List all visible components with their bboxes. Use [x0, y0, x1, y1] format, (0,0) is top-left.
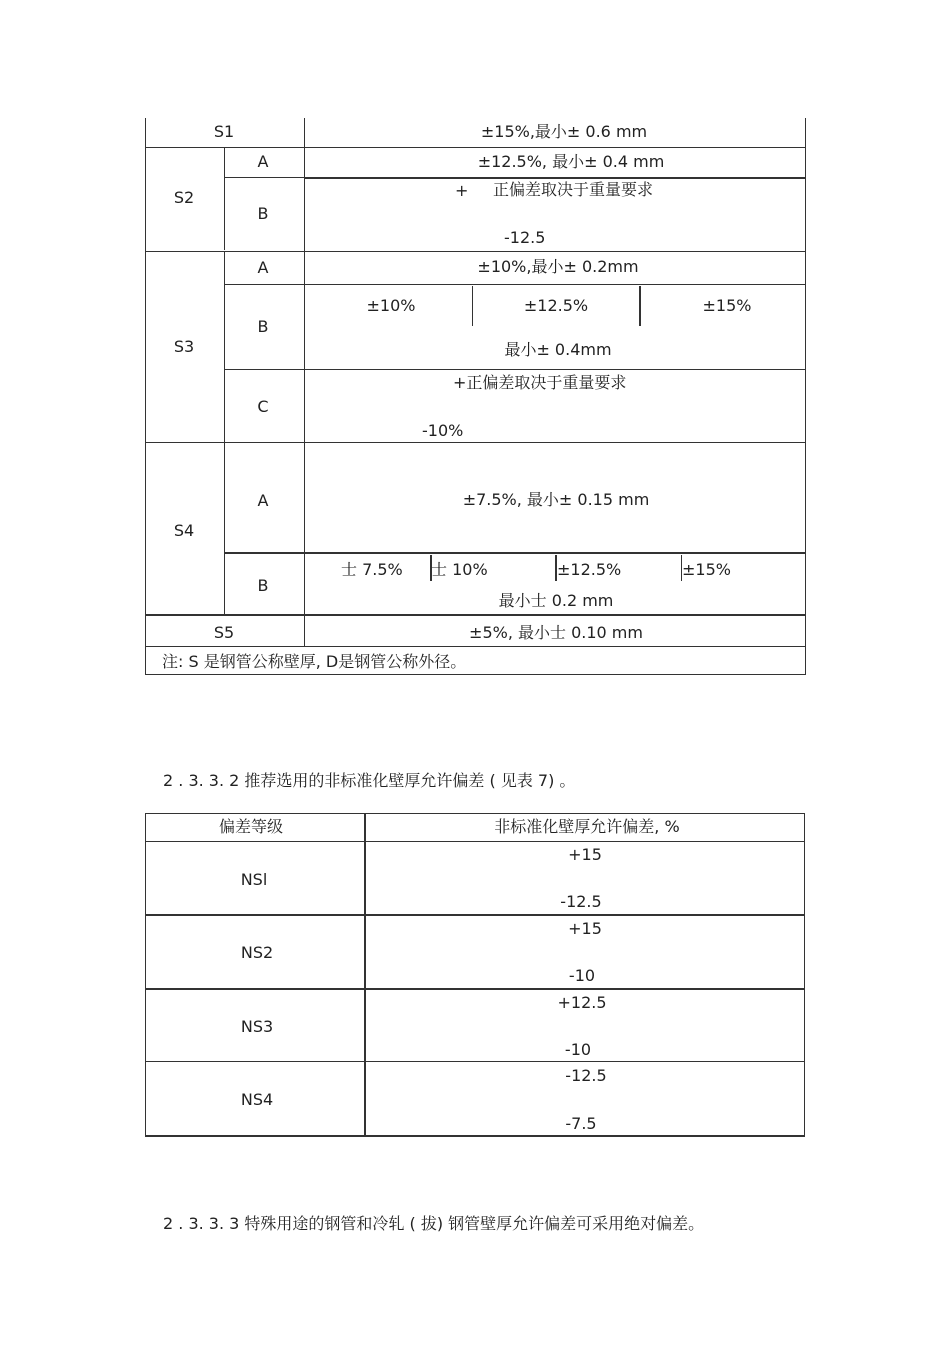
value-s3-b-1: ±10%	[366, 296, 416, 315]
value-s2-a: ±12.5%, 最小± 0.4 mm	[477, 152, 665, 171]
sub-s3-b: B	[257, 317, 269, 336]
grade-s2: S2	[173, 188, 195, 207]
table7-top-border	[145, 813, 805, 814]
grade-s4: S4	[173, 521, 195, 540]
table7-row-plus: +12.5	[557, 993, 607, 1012]
section-2-3-3-2: 2 . 3. 3. 2 推荐选用的非标准化壁厚允许偏差 ( 见表 7) 。	[163, 771, 576, 790]
value-s3-b-min: 最小± 0.4mm	[504, 340, 612, 359]
row-line-s3a-bottom	[224, 284, 805, 285]
table7-row-plus: -12.5	[565, 1066, 607, 1085]
value-s4-a: ±7.5%, 最小± 0.15 mm	[462, 490, 650, 509]
value-s5: ±5%, 最小士 0.10 mm	[469, 623, 643, 642]
value-s4-b-4: ±15%	[682, 560, 731, 579]
table7-col-divider	[364, 813, 366, 1136]
table7-row-grade: NS4	[240, 1090, 274, 1109]
s3b-divider-2	[639, 286, 641, 326]
table7-right-border	[804, 813, 805, 1136]
table7-row-minus: -7.5	[565, 1114, 597, 1133]
table6-sub-divider-s4	[224, 443, 225, 614]
s3b-divider-1	[472, 286, 473, 326]
table7-row-grade: NS3	[240, 1017, 274, 1036]
row-line-s2a-bottom	[304, 177, 806, 179]
value-s2-b-minus: -12.5	[504, 228, 546, 247]
table7-bottom-border	[145, 1135, 805, 1137]
value-s3-b-2: ±12.5%	[523, 296, 589, 315]
value-s4-b-1: 士 7.5%	[341, 560, 403, 579]
row-line-s3b-bottom	[224, 369, 805, 370]
value-s2-b-note: 正偏差取决于重量要求	[493, 180, 654, 199]
table6-right-border	[805, 118, 806, 675]
table6-sub-divider-s2	[224, 148, 225, 250]
table7-row-minus: -10	[568, 966, 596, 985]
sub-s2-a: A	[257, 152, 269, 171]
table7-header-grade: 偏差等级	[218, 817, 284, 836]
table7-row-minus: -12.5	[560, 892, 602, 911]
row-line-s4a-bottom	[224, 552, 806, 554]
row-line-s3-bottom	[145, 442, 805, 443]
table7-row2-line	[145, 988, 805, 990]
table6-footnote: 注: S 是钢管公称壁厚, D是钢管公称外径。	[162, 652, 467, 671]
table7-header-line	[145, 841, 805, 842]
row-line-s1-bottom	[145, 147, 805, 148]
value-s3-a: ±10%,最小± 0.2mm	[477, 257, 639, 276]
table7-row-plus: +15	[568, 919, 602, 938]
row-line-s4-bottom	[145, 614, 806, 616]
table7-left-border	[145, 813, 146, 1136]
sub-s4-a: A	[257, 491, 269, 510]
row-line-s2-bottom	[145, 251, 805, 252]
sub-s2-b: B	[257, 204, 269, 223]
table7-row-minus: -10	[564, 1040, 592, 1059]
value-s4-b-3: ±12.5%	[557, 560, 622, 579]
sub-s3-c: C	[257, 397, 269, 416]
grade-s3: S3	[173, 337, 195, 356]
value-s4-b-min: 最小士 0.2 mm	[498, 591, 614, 610]
value-s3-c-minus: -10%	[422, 421, 464, 440]
table7-row-grade: NSl	[240, 870, 268, 889]
row-line-s5-bottom	[145, 646, 806, 647]
table7-row1-line	[145, 914, 805, 916]
value-s3-c-note: +正偏差取决于重量要求	[453, 373, 627, 392]
value-s3-b-3: ±15%	[702, 296, 752, 315]
row-line-s2a-bottom-sub	[224, 177, 304, 178]
table7-header-tolerance: 非标准化壁厚允许偏差, %	[494, 817, 680, 836]
table7-row3-line	[145, 1061, 805, 1062]
value-s2-b-plus: +	[455, 181, 469, 200]
table7-row-plus: +15	[568, 845, 602, 864]
grade-s5: S5	[213, 623, 235, 642]
table6-bottom-border	[145, 674, 806, 675]
grade-s1: S1	[213, 122, 235, 141]
sub-s3-a: A	[257, 258, 269, 277]
table6-sub-divider-s3	[224, 252, 225, 442]
table6-value-divider	[304, 118, 305, 646]
value-s1: ±15%,最小± 0.6 mm	[480, 122, 648, 141]
section-2-3-3-3: 2 . 3. 3. 3 特殊用途的钢管和冷轧 ( 拔) 钢管壁厚允许偏差可采用绝对偏差。	[163, 1214, 705, 1233]
table6-left-border	[145, 118, 146, 675]
sub-s4-b: B	[257, 576, 269, 595]
table7-row-grade: NS2	[240, 943, 274, 962]
value-s4-b-2: 士 10%	[431, 560, 488, 579]
